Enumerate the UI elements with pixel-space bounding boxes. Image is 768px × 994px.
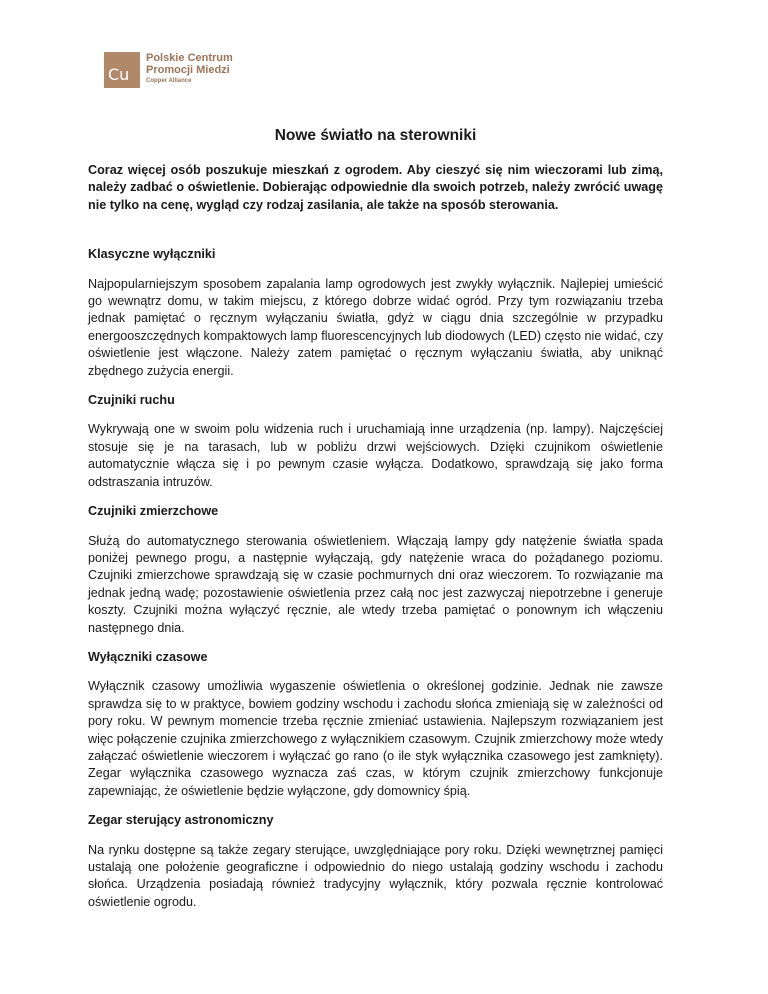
logo-text xyxy=(146,52,233,84)
section-text: Wyłącznik czasowy umożliwia wygaszenie oświetlenia o określonej godzinie. Jednak nie zawsze sprawdza się to w praktyce, bowiem godziny wschodu i zachodu słońca zmieniają się w zależności od pory roku. W pewnym momencie trzeba ręcznie zmieniać ustawienia. Najlepszym rozwiązaniem jest więc połączenie czujnika zmierzchowego z wyłącznikiem czasowym. Czujnik zmierzchowy może wtedy załączać oświetlenie wieczorem i wyłączać go rano (o ile styk wyłącznika czasowego jest zamknięty). Zegar wyłącznika czasowego wyznacza zaś czas, w którym czujnik zmierzchowy funkcjonuje zapewniając, że oświetlenie będzie wyłączone, gdy domownicy śpią. xyxy=(88,679,663,798)
section-heading: Wyłączniki czasowe xyxy=(88,649,208,664)
logo-line-3: Copper Alliance xyxy=(146,78,192,85)
section-heading: Klasyczne wyłączniki xyxy=(88,247,216,262)
section-text: Wykrywają one w swoim polu widzenia ruch i uruchamiają inne urządzenia (np. lampy). Najczęściej stosuje się je na tarasach, lub w pobliżu drzwi wejściowych. Dzięki czujnikom oświetlenie automatycznie włącza się i po pewnym czasie wyłącza. Dodatkowo, sprawdzają się jako forma odstraszania intruzów. xyxy=(88,422,663,489)
section-heading: Czujniki zmierzchowe xyxy=(88,504,219,519)
page-title: Nowe światło na sterowniki xyxy=(274,127,477,144)
logo-line-1: Polskie Centrum xyxy=(146,52,233,64)
section-text: Na rynku dostępne są także zegary sterujące, uwzględniające pory roku. Dzięki wewnętrznej pamięci ustalają one położenie geograficzne i odpowiednio do niego ustalają godziny wschodu i zachodu słońca. Urządzenia posiadają również tradycyjny wyłącznik, który pozwala ręcznie kontrolować oświetlenie ogrodu. xyxy=(88,842,663,909)
logo xyxy=(104,52,233,88)
section-text: Służą do automatycznego sterowania oświetleniem. Włączają lampy gdy natężenie światła spada poniżej pewnego progu, a następnie wyłączają, gdy natężenie wraca do pożądanego poziomu. Czujniki zmierzchowe sprawdzają się w czasie pochmurnych dni oraz wieczorem. To rozwiązanie ma jednak jedną wadę; pozostawienie oświetlenia przez całą noc jest zazwyczaj niepotrzebne i generuje koszty. Czujniki można wyłączyć ręcznie, ale wtedy trzeba pamiętać o ponownym ich włączeniu następnego dnia. xyxy=(88,533,663,635)
section-text: Najpopularniejszym sposobem zapalania lamp ogrodowych jest zwykły wyłącznik. Najlepiej umieścić go wewnątrz domu, w takim miejscu, z którego dobrze widać ogród. Przy tym rozwiązaniu trzeba jednak pamiętać o ręcznym wyłączaniu światła, gdyż w ciągu dnia szczególnie w przypadku energooszczędnych kompaktowych lamp fluorescencyjnych lub diodowych (LED) często nie widać, czy oświetlenie jest włączone. Należy zatem pamiętać o ręcznym wyłączaniu światła, aby uniknąć zbędnego zużycia energii. xyxy=(88,276,663,378)
document-body xyxy=(88,126,663,923)
section-heading: Zegar sterujący astronomiczny xyxy=(88,813,274,828)
logo-mark: Cu xyxy=(104,52,140,88)
logo-line-2: Promocji Miedzi xyxy=(146,63,230,76)
section-heading: Czujniki ruchu xyxy=(88,393,175,408)
lead-paragraph: Coraz więcej osób poszukuje mieszkań z ogrodem. Aby cieszyć się nim wieczorami lub zimą, należy zadbać o oświetlenie. Dobierając odpowiednie dla swoich potrzeb, należy zwrócić uwagę nie tylko na cenę, wygląd czy rodzaj zasilania, ale także na sposób sterowania. xyxy=(88,163,663,212)
